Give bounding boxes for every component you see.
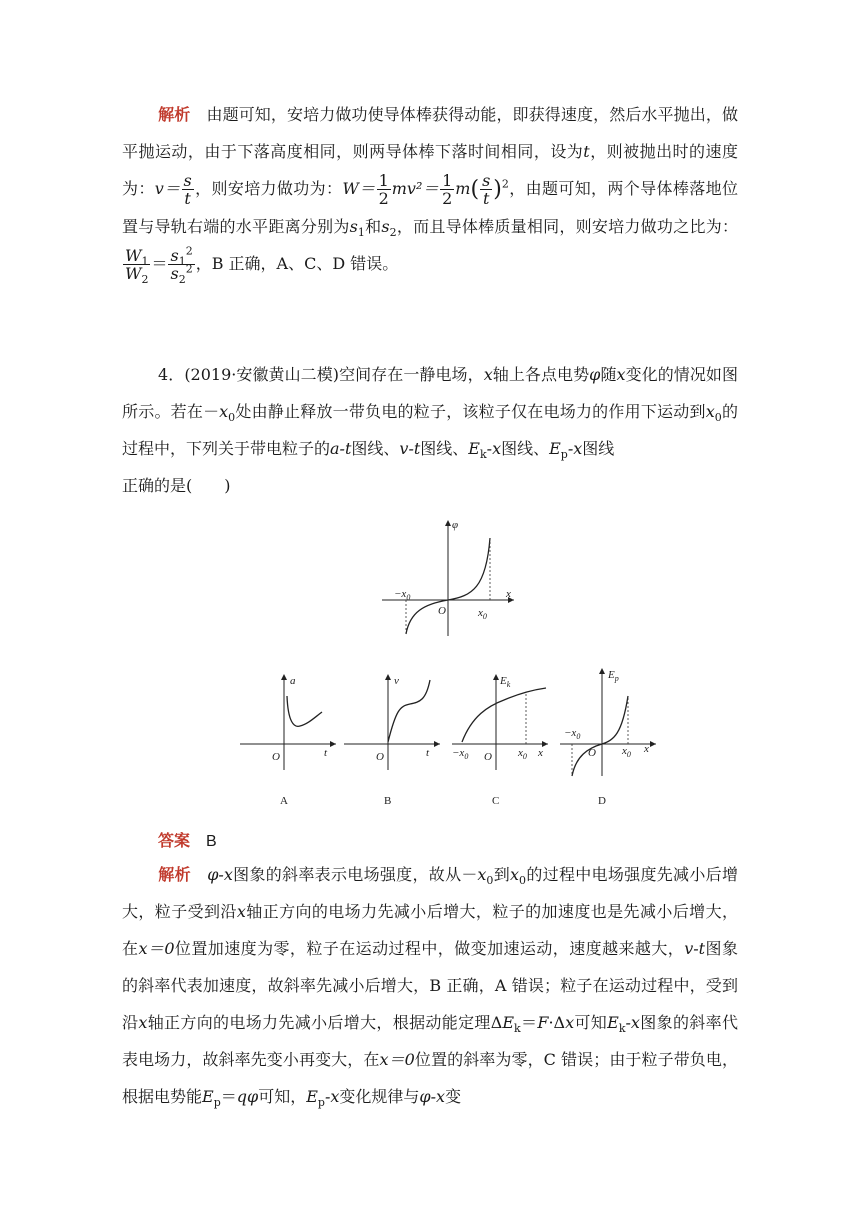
option-a-graph xyxy=(236,670,340,810)
fraction-s-over-t-2: $\frac{s}{t}$ xyxy=(482,171,491,208)
svg-text:x0: $x_0$ xyxy=(518,747,527,761)
svg-text:O: O xyxy=(376,751,384,763)
fraction-s1sq-over-s2sq: $\frac{s_1^2}{s_2^2}$ xyxy=(170,244,193,287)
option-c-graph xyxy=(448,670,552,810)
answer-value: B xyxy=(206,833,217,850)
neg-x0-label: $-x_0$ xyxy=(394,588,411,602)
question-4: 4．(2019·安徽黄山二模)空间存在一静电场，x轴上各点电势φ随x变化的情况如图所示。若在$-x_0$处由静止释放一带负电的粒子，该粒子仅在电场力的作用下运动到$x_0$的过程中，下列关于带电粒子的a-t图线、v-t图线、$E_k-x$图线、$E_p-x$图线 正确的是( ) xyxy=(122,365,738,495)
svg-text:O: O xyxy=(272,751,280,763)
svg-text:Ek: $E_k$ xyxy=(500,675,511,689)
v-t-curve xyxy=(388,680,430,742)
analysis-label: 解析 xyxy=(158,105,191,124)
svg-text:−x0: $-x_0$ xyxy=(564,727,581,741)
svg-text:O: O xyxy=(588,747,596,759)
option-a-caption: A xyxy=(280,795,288,807)
analysis-paragraph-1: 解析 由题可知，安培力做功使导体棒获得动能，即获得速度，然后水平抛出，做平抛运动，由于下落高度相同，则两导体棒下落时间相同，设为t，则被抛出时的速度为：v＝ $\frac{s}{t}$ ，则安培力做功为：W＝ $\frac{1}{2}$ mv²＝ $\frac{1}{2}$ m( $\frac{s}{t}$ )$^2$，由题可知，两个导体棒落地位置与导轨右端的水平距离分别为$s_1$和$s_2$，而且导体棒质量相同，则安培力做功之比为： $\frac{W_1}{W_2}$ ＝ $\frac{s_1^2}{s_2^2}$ ，B 正确，A、C、D 错误。 xyxy=(122,105,738,287)
svg-text:t: t xyxy=(324,747,328,759)
svg-text:a: a xyxy=(290,675,296,687)
svg-text:−x0: $-x_0$ xyxy=(452,747,469,761)
y-axis-arrow xyxy=(445,520,451,526)
a-t-curve xyxy=(287,696,322,726)
x-axis-label: x xyxy=(506,588,511,600)
option-d-graph xyxy=(556,664,660,810)
option-c-caption: C xyxy=(492,795,500,807)
answer-line xyxy=(122,822,738,860)
option-b-caption: B xyxy=(384,795,392,807)
x0-label: $x_0$ xyxy=(478,607,487,621)
svg-text:Ep: $E_p$ xyxy=(608,669,619,683)
phi-axis-label: φ xyxy=(452,519,459,531)
option-d-caption: D xyxy=(598,795,606,807)
analysis-paragraph-2: 解析 φ-x图象的斜率表示电场强度，故从$-x_0$到$x_0$的过程中电场强度先减小后增大，粒子受到沿x轴正方向的电场力先减小后增大，粒子的加速度也是先减小后增大，在x＝0位置加速度为零，粒子在运动过程中，做变加速运动，速度越来越大，v-t图象的斜率代表加速度，故斜率先减小后增大，B 正确，A 错误；粒子在运动过程中，受到沿x轴正方向的电场力先减小后增大，根据动能定理$\Delta E_k=F\cdot\Delta x$可知$E_k-x$图象的斜率代表电场力，故斜率先变小再变大，在x＝0位置的斜率为零，C 错误；由于粒子带负电，根据电势能$E_p=q\varphi$可知，$E_p-x$变化规律与φ-x变 xyxy=(122,865,738,1110)
svg-text:x: x xyxy=(644,743,649,755)
fraction-W1-over-W2: $\frac{W_1}{W_2}$ xyxy=(125,246,149,287)
fraction-one-half-2: $\frac{1}{2}$ xyxy=(442,171,453,208)
svg-text:O: O xyxy=(484,751,492,763)
phi-x-graph xyxy=(378,516,518,640)
origin-label: O xyxy=(438,605,446,617)
svg-text:x0: $x_0$ xyxy=(622,745,631,759)
ep-x-curve xyxy=(572,696,628,776)
fraction-s-over-t: $\frac{s}{t}$ xyxy=(183,171,192,208)
answer-label: 答案 xyxy=(158,831,191,850)
ek-x-curve xyxy=(462,688,546,742)
svg-text:x: x xyxy=(538,747,543,759)
fraction-one-half: $\frac{1}{2}$ xyxy=(378,171,389,208)
svg-text:t: t xyxy=(426,747,430,759)
option-b-graph xyxy=(340,670,444,810)
svg-text:v: v xyxy=(394,675,399,687)
